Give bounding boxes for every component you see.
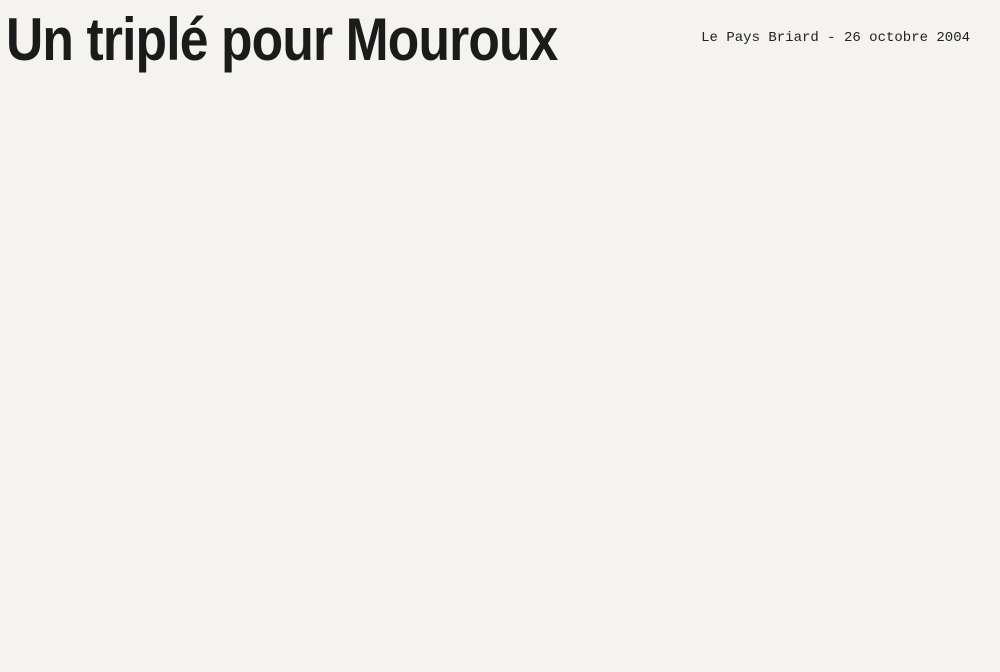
article-column-2 (248, 90, 496, 672)
article-column-1 (4, 90, 246, 672)
headline: Un triplé pour Mouroux (6, 6, 558, 73)
article-column-3 (498, 90, 746, 672)
article-column-4 (748, 90, 996, 672)
source-line: Le Pays Briard - 26 octobre 2004 (701, 30, 970, 46)
article-body (4, 90, 996, 672)
